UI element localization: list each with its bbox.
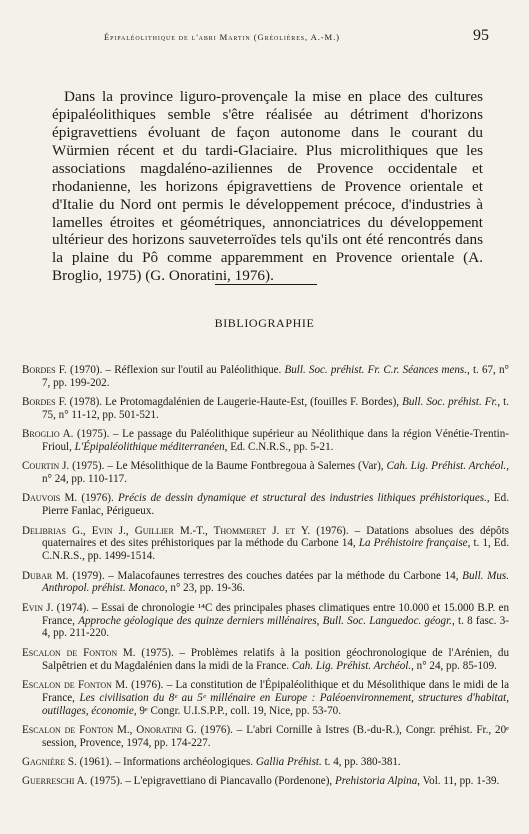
bibliography-entry bbox=[22, 525, 509, 564]
entry-details: , t. 67, n° 7, pp. 199-202. bbox=[42, 364, 509, 389]
entry-details: , n° 24, pp. 85-109. bbox=[411, 659, 497, 672]
entry-author: Bordes F. bbox=[22, 364, 67, 376]
entry-author: Bordes F. bbox=[22, 396, 67, 409]
entry-details: , t. 8 fasc. 3-4, pp. 211-220. bbox=[42, 614, 509, 640]
entry-details: , Vol. 11, pp. 1-39. bbox=[417, 775, 500, 788]
entry-text: (1979). – Malacofaunes terrestres des couches datées par la méthode du Carbone 14, bbox=[68, 569, 463, 582]
bibliography-entry bbox=[22, 396, 509, 422]
entry-author: Escalon de Fonton M. bbox=[22, 646, 136, 659]
bibliography-entry bbox=[22, 602, 509, 641]
bibliography-list bbox=[22, 364, 509, 794]
entry-title: Bull. Mus. Anthropol. préhist. Monaco bbox=[42, 569, 510, 595]
entry-text: (1975). – L'epigravettiano di Piancavallo (Pordenone), bbox=[87, 775, 335, 788]
entry-author: Escalon de Fonton M., Onoratini G. bbox=[22, 723, 197, 736]
entry-text: (1976). bbox=[77, 492, 118, 505]
bibliography-heading: BIBLIOGRAPHIE bbox=[214, 316, 315, 330]
entry-author: Guerreschi A. bbox=[22, 775, 88, 788]
entry-author: Evin J. bbox=[22, 601, 54, 614]
entry-title: La Préhistoire française bbox=[358, 537, 468, 550]
entry-details: , 9ᵉ Congr. U.I.S.P.P., coll. 19, Nice, pp. 53-70. bbox=[133, 704, 341, 717]
entry-author: Escalon de Fonton M. bbox=[22, 678, 128, 691]
entry-text: (1976). – La constitution de l'Épipaléolithique et du Mésolithique dans le midi de la France, bbox=[42, 678, 509, 704]
entry-author: Broglio A. bbox=[22, 428, 74, 441]
entry-title: Précis de dessin dynamique et structural des industries lithiques préhistoriques. bbox=[117, 492, 487, 505]
bibliography-entry bbox=[22, 492, 509, 518]
entry-text: (1975). – Problèmes relatifs à la position géochronologique de l'Arénien, du Salpêtrien et du Magdalénien dans la midi de la France. bbox=[42, 646, 509, 672]
body-paragraph: Dans la province liguro-provençale la mise en place des cultures épipaléolithiques semble s'être réalisée au détriment d'horizons épigravettiens évoluant de façon autonome dans le courant du Würmien récent et du tardi-Glaciaire. Plus microlithiques que les associations magdaléno-aziliennes de Provence occidentale et rhodanienne, les horizons épigravettiens de Provence orientale et d'Italie du Nord ont permis le développement précoce, d'industries à lamelles étroites et géométriques, annonciatrices du développement ultérieur des horizons sauveterroïdes tels qu'ils ont été rencontrés dans la plaine du Pô comme apparemment en Provence orientale (A. Broglio, 1975) (G. Onoratini, 1976). bbox=[52, 88, 483, 285]
entry-details: , t. 1, Ed. C.N.R.S., pp. 1499-1514. bbox=[42, 537, 510, 563]
bibliography-entry bbox=[22, 679, 509, 718]
bibliography-entry bbox=[22, 460, 509, 486]
entry-author: Dauvois M. bbox=[22, 492, 78, 505]
entry-author: Delibrias G., Evin J., Guillier M.-T., Thommeret J. et Y. bbox=[22, 524, 311, 537]
entry-title: Prehistoria Alpina bbox=[334, 775, 418, 788]
bibliography-entry bbox=[22, 570, 509, 596]
bibliography-entry bbox=[22, 428, 509, 454]
entry-details: , n° 24, pp. 110-117. bbox=[42, 460, 509, 486]
entry-title: Gallia Préhist. bbox=[255, 755, 322, 768]
entry-text: (1975). – Le passage du Paléolithique supérieur au Néolithique dans la région Vénétie-Trentin-Frioul, bbox=[42, 428, 509, 454]
entry-title: Les civilisation du 8ᵉ au 5ᵉ millénaire en Europe : Paléoenvironnement, structures d'habitat, outillages, économie bbox=[42, 691, 509, 717]
entry-title: Bull. Soc. préhist. Fr. bbox=[402, 396, 498, 409]
entry-details: , t. 75, n° 11-12, pp. 501-521. bbox=[42, 396, 509, 422]
running-head: Épipaléolithique de l'abri Martin (Gréolières, A.-M.) bbox=[104, 32, 340, 42]
entry-title: Cah. Lig. Préhist. Archéol. bbox=[291, 659, 412, 672]
entry-title: Bull. Soc. préhist. Fr. C.r. Séances mens. bbox=[284, 364, 468, 376]
entry-title: Cah. Lig. Préhist. Archéol. bbox=[386, 460, 507, 473]
entry-text: (1976). – Datations absolues des dépôts quaternaires et des sites préhistoriques par la méthode du Carbone 14, bbox=[42, 524, 509, 550]
bibliography-entry bbox=[22, 647, 509, 673]
bibliography-entry bbox=[22, 364, 509, 390]
entry-text: (1978). Le Protomagdalénien de Laugerie-Haute-Est, (fouilles F. Bordes), bbox=[66, 396, 403, 409]
bibliography-entry bbox=[22, 775, 509, 788]
entry-title: Approche géologique des quinze derniers millénaires, Bull. Soc. Languedoc. géogr. bbox=[78, 614, 452, 627]
entry-text: (1976). – L'abri Cornille à Istres (B.-du-R.), Congr. préhist. Fr., 20ᵉ session, Provence, 1974, pp. 174-227. bbox=[42, 723, 509, 749]
entry-text: (1974). – Essai de chronologie ¹⁴C des principales phases climatiques entre 10.000 et 15.000 B.P. en France, bbox=[42, 601, 510, 627]
entry-details: , Ed. Pierre Fanlac, Périgueux. bbox=[42, 492, 509, 518]
bibliography-entry bbox=[22, 724, 509, 750]
entry-details: , n° 23, pp. 19-36. bbox=[164, 582, 246, 595]
section-divider bbox=[215, 284, 317, 285]
page-number: 95 bbox=[473, 27, 489, 44]
entry-text: (1975). – Le Mésolithique de la Baume Fontbregoua à Salernes (Var), bbox=[69, 460, 387, 473]
entry-title: L'Épipaléolithique méditerranéen bbox=[74, 441, 225, 454]
entry-details: , Ed. C.N.R.S., pp. 5-21. bbox=[224, 441, 334, 454]
entry-text: (1970). – Réflexion sur l'outil au Paléolithique. bbox=[66, 364, 285, 376]
entry-author: Courtin J. bbox=[22, 460, 70, 473]
entry-author: Dubar M. bbox=[22, 569, 69, 582]
entry-author: Gagnière S. bbox=[22, 755, 77, 768]
entry-text: (1961). – Informations archéologiques. bbox=[76, 755, 256, 768]
bibliography-entry bbox=[22, 756, 509, 769]
entry-details: t. 4, pp. 380-381. bbox=[321, 755, 401, 768]
